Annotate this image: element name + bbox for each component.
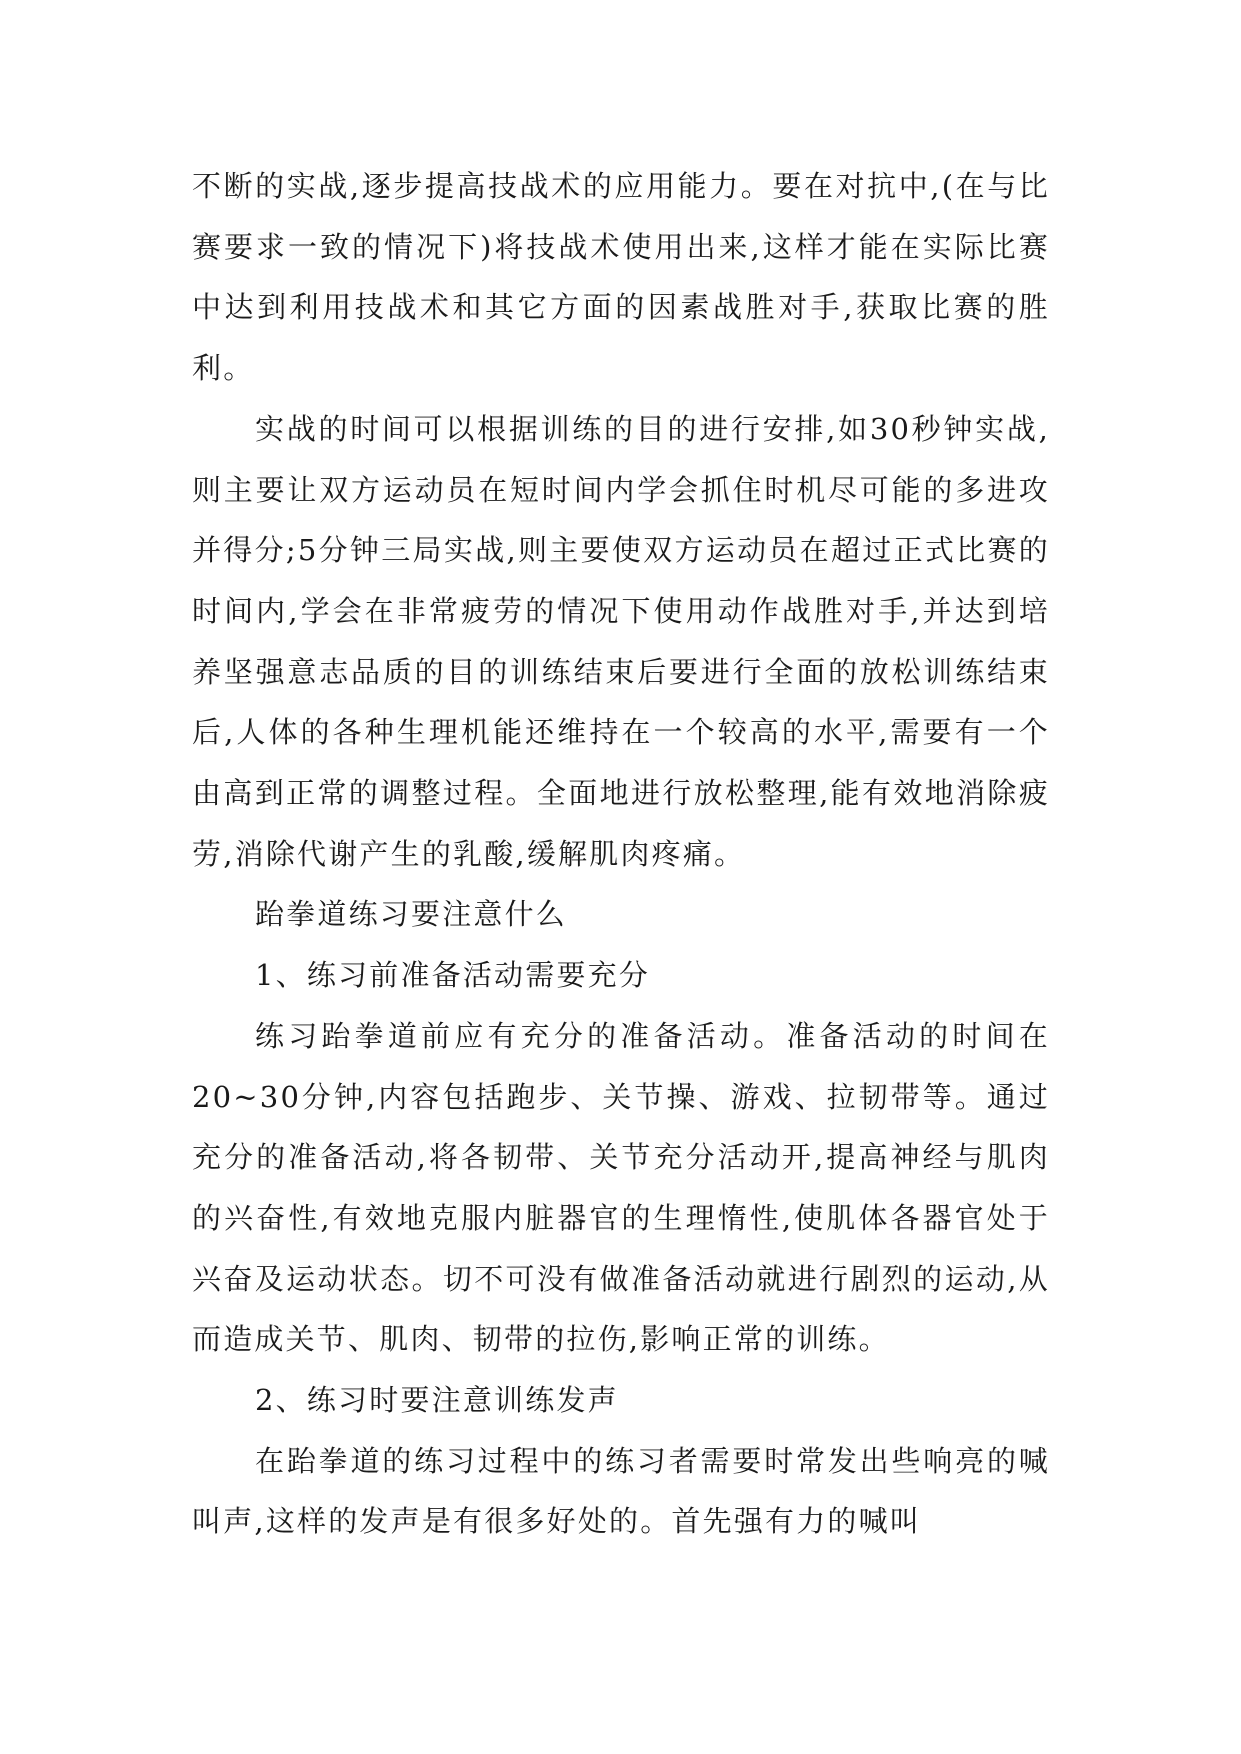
paragraph-voice: 在跆拳道的练习过程中的练习者需要时常发出些响亮的喊叫声,这样的发声是有很多好处的。首先强有力的喊叫 [192,1443,1050,1539]
paragraph-warmup: 练习跆拳道前应有充分的准备活动。准备活动的时间在20~30分钟,内容包括跑步、关节操、游戏、拉韧带等。通过充分的准备活动,将各韧带、关节充分活动开,提高神经与肌肉的兴奋性,有效地克服内脏器官的生理惰性,使肌体各器官处于兴奋及运动状态。切不可没有做准备活动就进行剧烈的运动,从而造成关节、肌肉、韧带的拉伤,影响正常的训练。 [192,1018,1050,1357]
paragraph-sparring-time: 实战的时间可以根据训练的目的进行安排,如30秒钟实战,则主要让双方运动员在短时间内学会抓住时机尽可能的多进攻并得分;5分钟三局实战,则主要使双方运动员在超过正式比赛的时间内,学会在非常疲劳的情况下使用动作战胜对手,并达到培养坚强意志品质的目的训练结束后要进行全面的放松训练结束后,人体的各种生理机能还维持在一个较高的水平,需要有一个由高到正常的调整过程。全面地进行放松整理,能有效地消除疲劳,消除代谢产生的乳酸,缓解肌肉疼痛。 [192,411,1050,871]
subheading-warmup: 1、练习前准备活动需要充分 [255,958,651,993]
subheading-voice: 2、练习时要注意训练发声 [255,1383,619,1418]
paragraph-continuation: 不断的实战,逐步提高技战术的应用能力。要在对抗中,(在与比赛要求一致的情况下)将技战术使用出来,这样才能在实际比赛中达到利用技战术和其它方面的因素战胜对手,获取比赛的胜利。 [192,169,1050,386]
document-page [192,156,1050,1552]
section-heading: 跆拳道练习要注意什么 [255,897,568,932]
